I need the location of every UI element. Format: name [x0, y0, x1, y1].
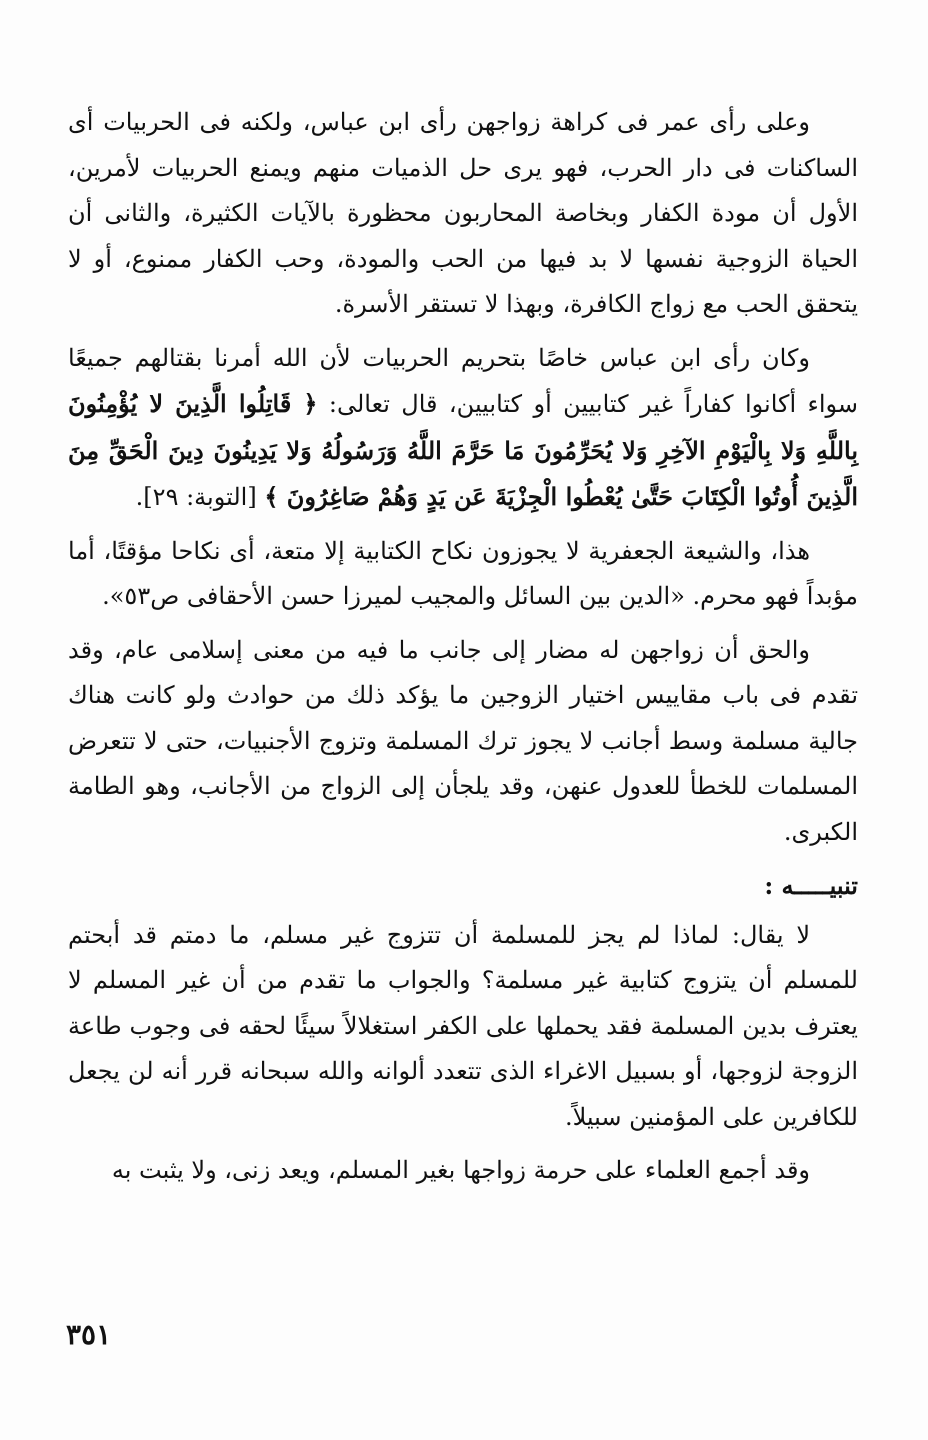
paragraph-jafari-shia: هذا، والشيعة الجعفرية لا يجوزون نكاح الكتابية إلا متعة، أى نكاحا مؤقتًا، أما مؤبداً فهو محرم. «الدين بين السائل والمجيب لميرزا حسن الأحقافى ص٥٣».	[68, 536, 858, 610]
section-heading-note: تنبيـــــه :	[764, 871, 858, 900]
paragraph-consensus: وقد أجمع العلماء على حرمة زواجها بغير المسلم، ويعد زنى، ولا يثبت به	[111, 1156, 810, 1184]
paragraph-umar-opinion: وعلى رأى عمر فى كراهة زواجهن رأى ابن عباس، ولكنه فى الحربيات أى الساكنات فى دار الحرب، فهو يرى حل الذميات منهم ويمنع الحربيات لأمرين، الأول أن مودة الكفار وبخاصة المحاربون محظورة بالآيات الكثيرة، والثانى أن الحياة الزوجية نفسها لا بد فيها من الحب والمودة، وحب الكفار ممنوع، أو لا يتحقق الحب مع زواج الكافرة، وبهذا لا تستقر الأسرة.	[68, 108, 858, 318]
page-number: ٣٥١	[66, 1318, 112, 1351]
verse-citation: [التوبة: ٢٩].	[135, 483, 265, 511]
body-text	[68, 100, 858, 1202]
paragraph-ibn-abbas-verse	[68, 336, 858, 521]
paragraph-harms: والحق أن زواجهن له مضار إلى جانب ما فيه من معنى إسلامى عام، وقد تقدم فى باب مقاييس اختيار الزوجين ما يؤكد ذلك من حوادث ولو كانت هناك جالية مسلمة وسط أجانب لا يجوز ترك المسلمة وتزوج الأجنبيات، حتى لا تتعرض المسلمات للخطأ للعدول عنهن، وقد يلجأن إلى الزواج من الأجانب، وهو الطامة الكبرى.	[68, 635, 858, 846]
paragraph-note-answer: لا يقال: لماذا لم يجز للمسلمة أن تتزوج غير مسلم، ما دمتم قد أبحتم للمسلم أن يتزوج كتابية غير مسلمة؟ والجواب ما تقدم من أن غير المسلم لا يعترف بدين المسلمة فقد يحملها على الكفر استغلالاً سيئًا لحقه فى وجوب طاعة الزوجة لزوجها، أو بسبيل الاغراء الذى تتعدد ألوانه والله سبحانه قرر أنه لن يجعل للكافرين على المؤمنين سبيلاً.	[68, 920, 858, 1131]
paragraph-intro-text: وكان رأى ابن عباس خاصًا بتحريم الحربيات لأن الله أمرنا بقتالهم جميعًا سواء أكانوا كفاراً غير كتابيين أو كتابيين، قال تعالى:	[68, 343, 858, 418]
quran-verse: ﴿ قَاتِلُوا الَّذِينَ لا يُؤْمِنُونَ بِاللَّهِ وَلا بِالْيَوْمِ الآخِرِ وَلا يُحَرِّمُونَ مَا حَرَّمَ اللَّهُ وَرَسُولُهُ وَلا يَدِينُونَ دِينَ الْحَقِّ مِنَ الَّذِينَ أُوتُوا الْكِتَابَ حَتَّىٰ يُعْطُوا الْجِزْيَةَ عَن يَدٍ وَهُمْ صَاغِرُونَ ﴾	[68, 389, 858, 511]
